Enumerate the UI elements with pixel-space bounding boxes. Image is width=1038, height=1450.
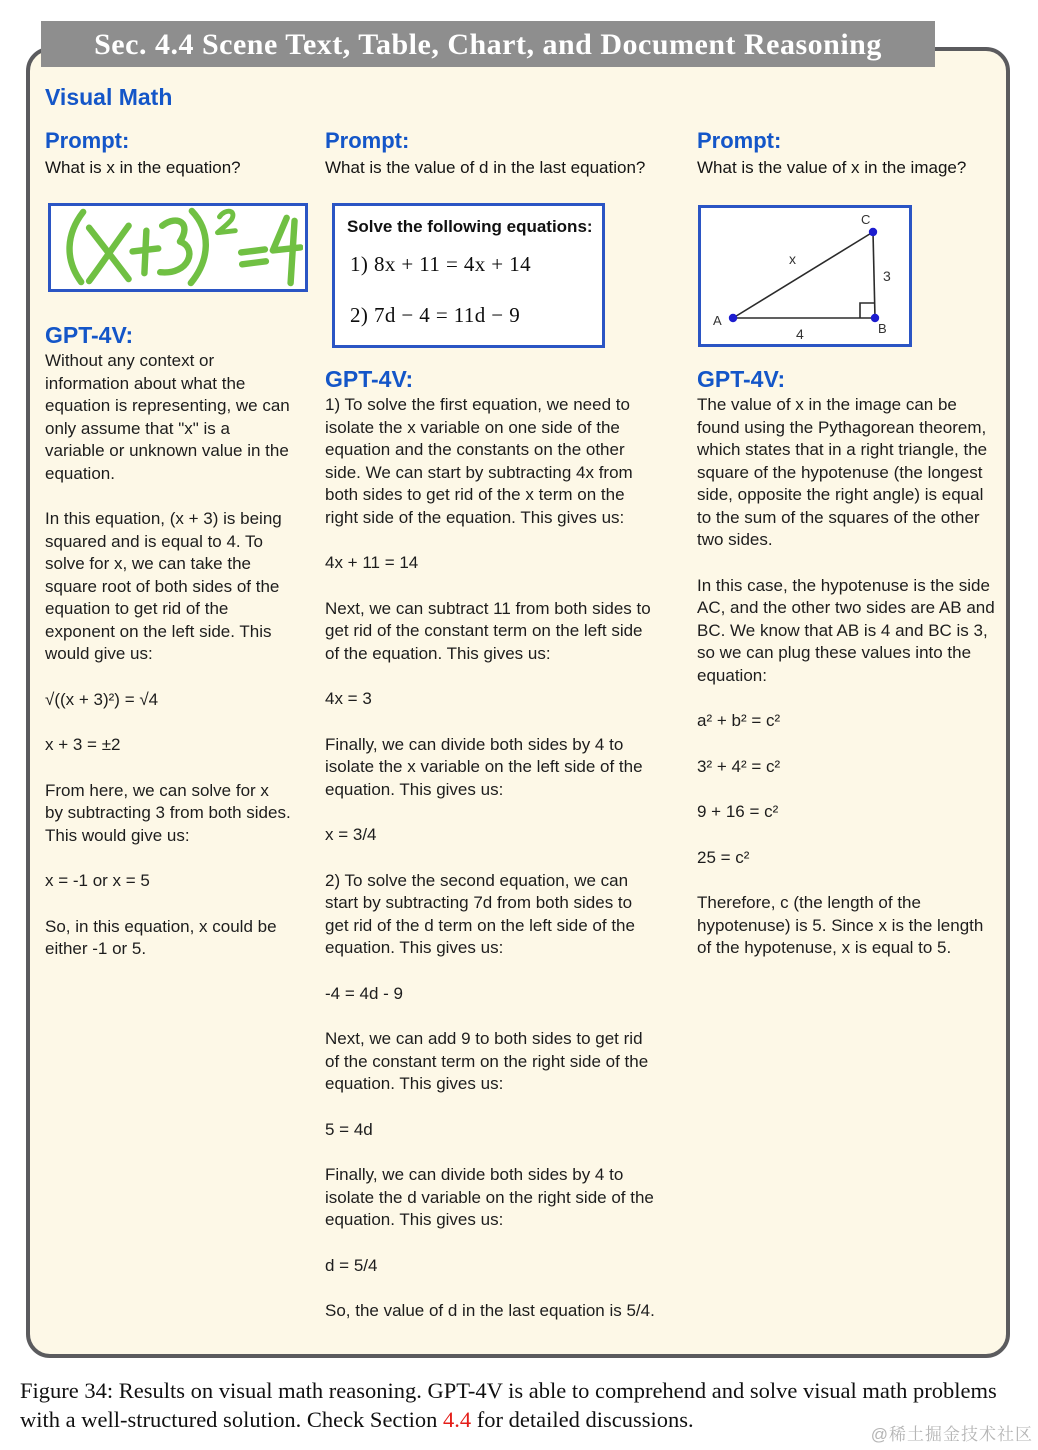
response-equation: 25 = c² [697,847,750,867]
equations-worksheet-image [332,203,605,348]
vertex-label-a: A [713,313,722,328]
response-paragraph: Finally, we can divide both sides by 4 to isolate the d variable on the right side of the equation. This gives us: [325,1165,654,1229]
caption-text: Figure 34: Results on visual math reasoning. GPT-4V is able to comprehend and solve visual math problems with a well-structured solution. Check Section [20,1378,997,1432]
triangle-diagram-image [698,205,912,347]
prompt-text: What is the value of d in the last equation? [325,158,646,177]
vertex-dot-a [729,314,737,322]
worksheet-equation-2: 2) 7d − 4 = 11d − 9 [350,303,521,327]
model-response [325,394,657,1346]
response-equation: 4x + 11 = 14 [325,553,419,572]
response-paragraph: The value of x in the image can be found using the Pythagorean theorem, which states that in a right triangle, the square of the hypotenuse (the longest side, opposite the right angle) is equal to the sum of the squares of the other two sides. [697,395,988,549]
prompt-text: What is the value of x in the image? [697,158,967,177]
model-label: GPT-4V: [697,366,786,392]
model-response [697,394,995,983]
handwritten-equation-strokes [51,206,303,287]
prompt-text: What is x in the equation? [45,158,241,177]
response-equation: x + 3 = ±2 [45,735,121,754]
response-equation: 5 = 4d [325,1119,373,1139]
section-link[interactable]: 4.4 [443,1407,472,1432]
watermark: @稀土掘金技术社区 [870,1425,1033,1444]
response-equation: -4 = 4d - 9 [325,983,403,1003]
response-paragraph: So, the value of d in the last equation is 5/4. [325,1301,655,1320]
model-response [45,350,291,984]
response-paragraph: Finally, we can divide both sides by 4 to isolate the x variable on the left side of the equation. This gives us: [325,734,643,799]
caption-text: for detailed discussions. [471,1407,694,1432]
right-triangle-figure [701,208,909,344]
response-equation: d = 5/4 [325,1255,378,1275]
response-paragraph: 1) To solve the first equation, we need to isolate the x variable on one side of the equation and the constants on the other side. We can start by subtracting 4x from both sides to get rid of the x term on the right side of the equation. This gives us: [325,395,633,527]
response-paragraph: So, in this equation, x could be either -1 or 5. [45,916,277,958]
side-ab-label: 4 [796,326,804,342]
side-bc-label: 3 [883,268,891,284]
response-paragraph: In this equation, (x + 3) is being squared and is equal to 4. To solve for x, we can take the square root of both sides of the equation to get rid of the exponent on the left side. This would give us: [45,509,282,663]
response-equation: 4x = 3 [325,689,372,708]
vertex-dot-c [869,228,877,236]
response-paragraph: From here, we can solve for x by subtracting 3 from both sides. This would give us: [45,780,291,845]
response-paragraph: In this case, the hypotenuse is the side AC, and the other two sides are AB and BC. We know that AB is 4 and BC is 3, so we can plug these values into the equation: [697,575,995,685]
response-equation: x = 3/4 [325,825,377,844]
category-title: Visual Math [45,84,173,110]
response-paragraph: 2) To solve the second equation, we can start by subtracting 7d from both sides to get rid of the d term on the left side of the equation. This gives us: [325,870,635,957]
vertex-label-c: C [861,212,871,227]
prompt-label: Prompt: [325,128,410,153]
triangle-hypotenuse-ac [733,232,873,318]
handwritten-equation-image [48,203,308,292]
triangle-side-bc [873,232,875,318]
model-label: GPT-4V: [45,322,134,348]
response-equation: x = -1 or x = 5 [45,871,150,890]
section-title-bar [41,21,935,67]
response-paragraph: Without any context or information about what the equation is representing, we can only assume that "x" is a variable or unknown value in the equation. [45,351,290,483]
response-equation: 9 + 16 = c² [697,802,779,821]
response-paragraph: Next, we can add 9 to both sides to get rid of the constant term on the right side of the equation. This gives us: [325,1029,649,1093]
response-paragraph: Next, we can subtract 11 from both sides to get rid of the constant term on the left side of the equation. This gives us: [325,598,651,663]
worksheet-equation-1: 1) 8x + 11 = 4x + 14 [350,252,531,276]
prompt-label: Prompt: [45,128,130,153]
model-label: GPT-4V: [325,366,414,392]
vertex-label-b: B [878,321,887,336]
worksheet-title: Solve the following equations: [347,217,593,236]
response-equation: √((x + 3)²) = √4 [45,689,159,709]
response-equation: a² + b² = c² [697,711,781,730]
section-title: Sec. 4.4 Scene Text, Table, Chart, and Document Reasoning [94,28,882,61]
response-paragraph: Therefore, c (the length of the hypotenuse) is 5. Since x is the length of the hypotenuse, x is equal to 5. [697,893,984,957]
hypotenuse-label: x [789,251,796,267]
response-equation: 3² + 4² = c² [697,756,781,776]
prompt-label: Prompt: [697,128,782,153]
